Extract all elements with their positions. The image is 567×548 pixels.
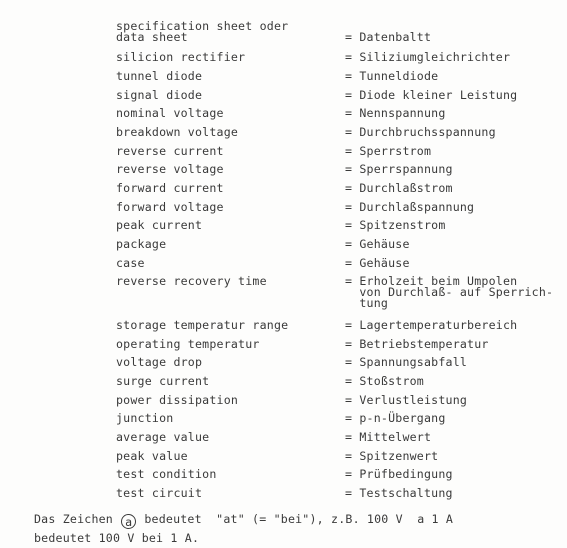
english-term: case	[116, 256, 145, 270]
english-term: test condition	[116, 467, 217, 481]
english-term: nominal voltage	[116, 106, 224, 120]
at-symbol-icon: a	[121, 514, 136, 529]
german-translation: = Diode kleiner Leistung	[345, 88, 518, 102]
german-translation: = Verlustleistung	[345, 393, 468, 407]
german-translation: = Spitzenstrom	[345, 218, 446, 232]
german-translation: = Spitzenwert	[345, 449, 439, 463]
english-term: signal diode	[116, 88, 203, 102]
footnote-line-1	[34, 513, 453, 529]
footnote-line-2: bedeutet 100 V bei 1 A.	[34, 531, 200, 545]
english-term: silicion rectifier	[116, 50, 246, 64]
german-translation: = Durchlaßstrom	[345, 181, 453, 195]
english-term: storage temperatur range	[116, 318, 289, 332]
english-term: reverse recovery time	[116, 274, 267, 288]
german-translation: = Mittelwert	[345, 430, 432, 444]
german-translation: = Siliziumgleichrichter	[345, 50, 511, 64]
english-term: peak current	[116, 218, 203, 232]
german-translation: = Betriebstemperatur	[345, 337, 489, 351]
german-translation: = Erholzeit beim Umpolen von Durchlaß- auf Sperrich- tung	[345, 274, 554, 310]
german-translation: = Testschaltung	[345, 486, 453, 500]
english-term: tunnel diode	[116, 69, 203, 83]
german-translation: = Gehäuse	[345, 237, 410, 251]
german-translation: = Tunneldiode	[345, 69, 439, 83]
english-term: peak value	[116, 449, 188, 463]
english-term: forward voltage	[116, 200, 224, 214]
german-translation: = Gehäuse	[345, 256, 410, 270]
german-translation: = Durchbruchsspannung	[345, 125, 496, 139]
english-term: surge current	[116, 374, 210, 388]
german-translation: = Sperrstrom	[345, 144, 432, 158]
english-term: package	[116, 237, 167, 251]
english-term: operating temperatur	[116, 337, 260, 351]
english-term: specification sheet oder data sheet	[116, 19, 289, 44]
english-term: forward current	[116, 181, 224, 195]
german-translation: = Spannungsabfall	[345, 355, 468, 369]
english-term: reverse voltage	[116, 162, 224, 176]
german-translation: = Nennspannung	[345, 106, 446, 120]
english-term: voltage drop	[116, 355, 203, 369]
german-translation: = Sperrspannung	[345, 162, 453, 176]
german-translation: = Prüfbedingung	[345, 467, 453, 481]
footnote-text-start: Das Zeichen	[34, 512, 121, 526]
german-translation: = Stoßstrom	[345, 374, 424, 388]
english-term: breakdown voltage	[116, 125, 239, 139]
english-term: average value	[116, 430, 210, 444]
footnote-text-end: bedeutet "at" (= "bei"), z.B. 100 V a 1 A	[137, 512, 454, 526]
english-term: test circuit	[116, 486, 203, 500]
english-term: reverse current	[116, 144, 224, 158]
english-term: power dissipation	[116, 393, 239, 407]
english-term: junction	[116, 411, 174, 425]
german-translation: = p-n-Übergang	[345, 411, 446, 425]
german-translation: = Durchlaßspannung	[345, 200, 475, 214]
german-translation: = Lagertemperaturbereich	[345, 318, 518, 332]
german-translation: = Datenbaltt	[345, 30, 432, 44]
